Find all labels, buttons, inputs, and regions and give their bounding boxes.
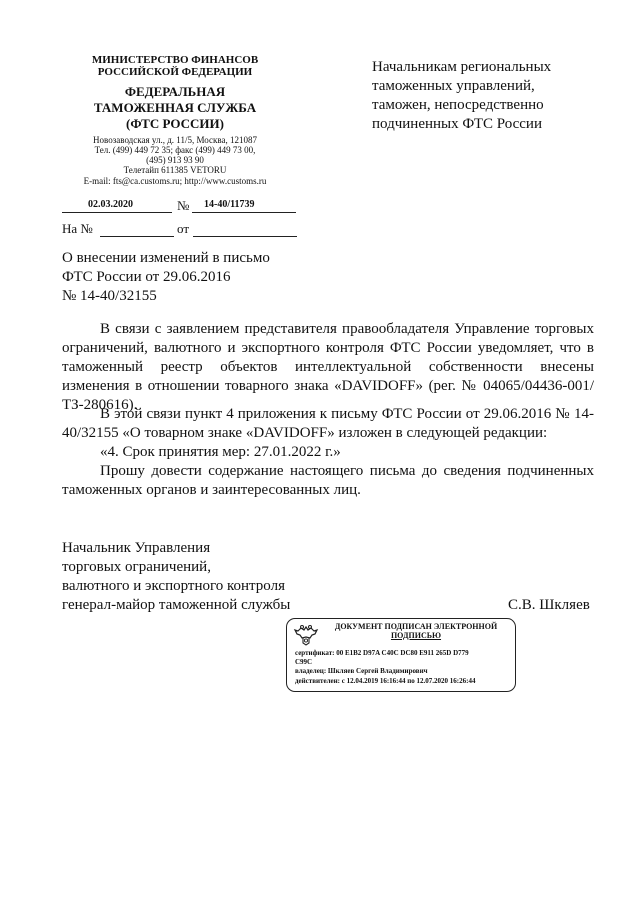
email-web: E-mail: fts@ca.customs.ru; http://www.customs.ru — [83, 176, 267, 186]
body-paragraph-4: Прошу довести содержание настоящего письма до сведения подчиненных таможенных органов и заинтересованных лиц. — [62, 463, 594, 498]
from-label: от — [177, 221, 190, 236]
subject — [62, 249, 362, 306]
addressee-line: таможенных управлений, — [372, 78, 535, 94]
date-underline — [62, 212, 172, 213]
valid-label: действителен: — [295, 677, 340, 685]
signer-name: С.В. Шкляев — [508, 597, 590, 613]
stamp-title-line1: ДОКУМЕНТ ПОДПИСАН ЭЛЕКТРОННОЙ — [334, 622, 498, 631]
ministry-name: МИНИСТЕРСТВО ФИНАНСОВ — [91, 54, 259, 66]
telex: Телетайп 611385 VETORU — [123, 165, 227, 175]
subject-line: О внесении изменений в письмо — [62, 250, 270, 266]
cert-value-continued: C99C — [295, 658, 313, 666]
stamp-owner-row — [295, 667, 428, 675]
service-name-line1: ФЕДЕРАЛЬНАЯ — [124, 84, 226, 99]
addressee-line: Начальникам региональных — [372, 59, 552, 75]
address: Новозаводская ул., д. 11/5, Москва, 121087 — [93, 135, 257, 145]
service-abbr: (ФТС РОССИИ) — [126, 116, 224, 131]
double-headed-eagle-icon — [293, 623, 319, 647]
position-line: торговых ограничений, — [62, 559, 211, 575]
stamp-cert-row — [295, 649, 469, 657]
e-signature-stamp — [286, 618, 516, 692]
number-label: № — [177, 198, 190, 213]
stamp-valid-row — [295, 677, 475, 685]
ref-underline — [100, 236, 174, 237]
position-line: валютного и экспортного контроля — [62, 578, 285, 594]
phones-2: (495) 913 93 90 — [146, 155, 204, 165]
position-line: Начальник Управления — [62, 540, 211, 556]
subject-line: ФТС России от 29.06.2016 — [62, 269, 231, 285]
subject-line: № 14-40/32155 — [62, 288, 157, 304]
service-name-line2: ТАМОЖЕННАЯ СЛУЖБА — [93, 100, 257, 115]
addressee-line: подчиненных ФТС России — [372, 116, 542, 132]
cert-label: сертификат: — [295, 649, 335, 657]
owner-label: владелец: — [295, 667, 327, 675]
signature-position — [62, 539, 362, 615]
body-paragraph-3: «4. Срок принятия мер: 27.01.2022 г.» — [100, 444, 341, 460]
country-name: РОССИЙСКОЙ ФЕДЕРАЦИИ — [97, 66, 253, 78]
owner-value: Шкляев Сергей Владимирович — [327, 667, 428, 675]
addressee — [372, 58, 612, 134]
valid-value: с 12.04.2019 16:16:44 по 12.07.2020 16:26:44 — [341, 677, 476, 685]
number-underline — [192, 212, 296, 213]
doc-number: 14-40/11739 — [204, 199, 255, 210]
cert-value: 00 E1B2 D97A C40C DC80 E911 265D D779 — [336, 649, 469, 657]
ref-label: На № — [62, 221, 93, 236]
addressee-line: таможен, непосредственно — [372, 97, 544, 113]
doc-date: 02.03.2020 — [88, 199, 133, 210]
from-underline — [193, 236, 297, 237]
phones: Тел. (499) 449 72 35; факс (499) 449 73 00, — [94, 145, 256, 155]
stamp-title-line2: ПОДПИСЬЮ — [390, 631, 442, 640]
body-paragraph-2: В этой связи пункт 4 приложения к письму ФТС России от 29.06.2016 № 14-40/32155 «О товарном знаке «DAVIDOFF» изложен в следующей редакции: — [62, 406, 594, 441]
body-paragraph-1: В связи с заявлением представителя правообладателя Управление торговых ограничений, валютного и экспортного контроля ФТС России уведомляет, что в таможенный реестр объектов интеллектуальной собственности внесены изменения в отношении товарного знака «DAVIDOFF» (рег. № 04065/04436-001/ТЗ-280616). — [62, 321, 594, 413]
position-line: генерал-майор таможенной службы — [62, 597, 291, 613]
